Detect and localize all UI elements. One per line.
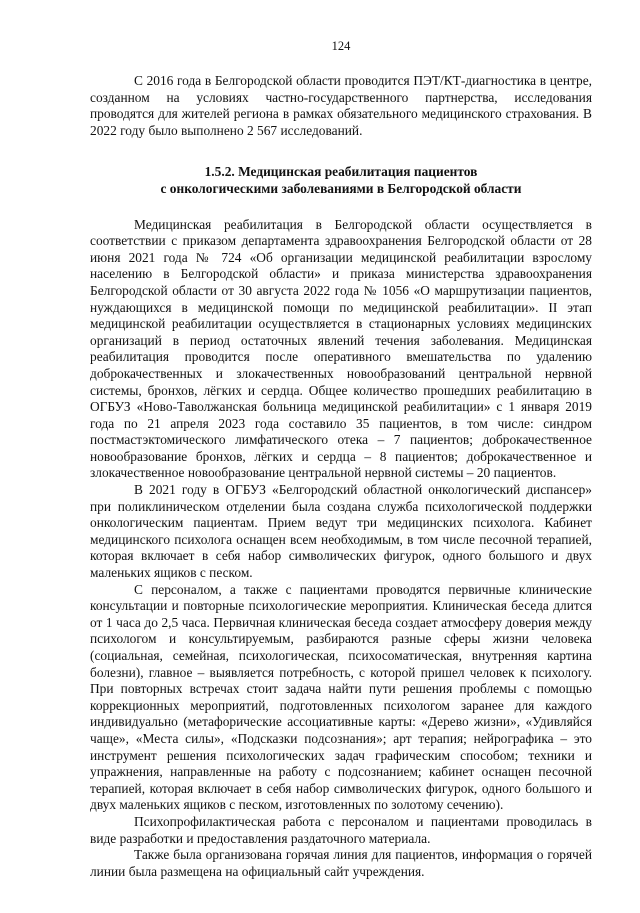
page-number: 124 bbox=[331, 39, 351, 53]
section-title-line-1: 1.5.2. Медицинская реабилитация пациентов bbox=[204, 164, 478, 180]
paragraph-consultations: С персоналом, а также с пациентами проводятся первичные клинические консультации и повторные психологические мероприятия. Клиническая беседа длится от 1 часа до 2,5 часа. Первичная клиническая беседа создает атмосферу доверия между психологом и консультируемым, разбираются разные сферы жизни человека (социальная, семейная, психологическая, психосоматическая, внутренняя картина болезни), главное – выявляется потребность, с которой пришел человек к психологу. При повторных встречах стоит задача найти пути решения проблемы с помощью коррекционных мероприятий, подготовленных психологом заранее для каждого индивидуально (метафорические ассоциативные карты: «Дерево жизни», «Удивляйся чаще», «Места силы», «Подсказки подсознания»; арт терапия; нейрографика – это инструмент решения психологических задач графическим способом; техники и упражнения, направленные на работу с подсознанием; кабинет оснащен песочной терапией, которая включает в себя набор символических фигурок, одного большого и двух маленьких ящиков с песком, изготовленных по золотому сечению). bbox=[90, 581, 592, 813]
paragraph-psychoprophylaxis: Психопрофилактическая работа с персоналом и пациентами проводилась в виде разработки и предоставления раздаточного материала. bbox=[90, 813, 592, 846]
section-title-line-2: с онкологическими заболеваниями в Белгородской области bbox=[160, 180, 522, 196]
paragraph-hotline: Также была организована горячая линия для пациентов, информация о горячей линии была размещена на официальный сайт учреждения. bbox=[90, 847, 592, 879]
paragraph-psychological-service: В 2021 году в ОГБУЗ «Белгородский областной онкологический диспансер» при поликлиническом отделении была создана служба психологической поддержки онкологическим пациентам. Прием ведут три медицинских психолога. Кабинет медицинского психолога оснащен всем необходимым, в том числе песочной терапией, которая включает в себя набор символических фигурок, одного большого и двух маленьких ящиков с песком. bbox=[90, 482, 592, 581]
paragraph-rehabilitation: Медицинская реабилитация в Белгородской области осуществляется в соответствии с приказом департамента здравоохранения Белгородской области от 28 июня 2021 года № 724 «Об организации медицинской реабилитации взрослому населению в Белгородской области» и приказа министерства здравоохранения Белгородской области от 30 августа 2022 года № 1056 «О маршрутизации пациентов, нуждающихся в медицинской помощи по медицинской реабилитации». II этап медицинской реабилитации осуществляется в стационарных условиях медицинских организаций в период остаточных явлений течения заболевания. Медицинская реабилитация проводится после оперативного вмешательства по удалению доброкачественных и злокачественных новообразований центральной нервной системы, бронхов, лёгких и сердца. Общее количество прошедших реабилитацию в ОГБУЗ «Ново-Таволжанская больница медицинской реабилитации» с 1 января 2019 года по 21 апреля 2023 года составило 35 пациентов, в том числе: синдром постмастэктомического лимфатического отека – 7 пациентов; доброкачественное новообразование бронхов, лёгких и сердца – 8 пациентов; доброкачественное и злокачественное новообразование центральной нервной системы – 20 пациентов. bbox=[90, 216, 592, 481]
intro-paragraph: С 2016 года в Белгородской области проводится ПЭТ/КТ-диагностика в центре, созданном на условиях частно-государственного партнерства, исследования проводятся для жителей региона в рамках обязательного медицинского страхования. В 2022 году было выполнено 2 567 исследований. bbox=[90, 73, 592, 138]
section-heading bbox=[90, 164, 592, 197]
